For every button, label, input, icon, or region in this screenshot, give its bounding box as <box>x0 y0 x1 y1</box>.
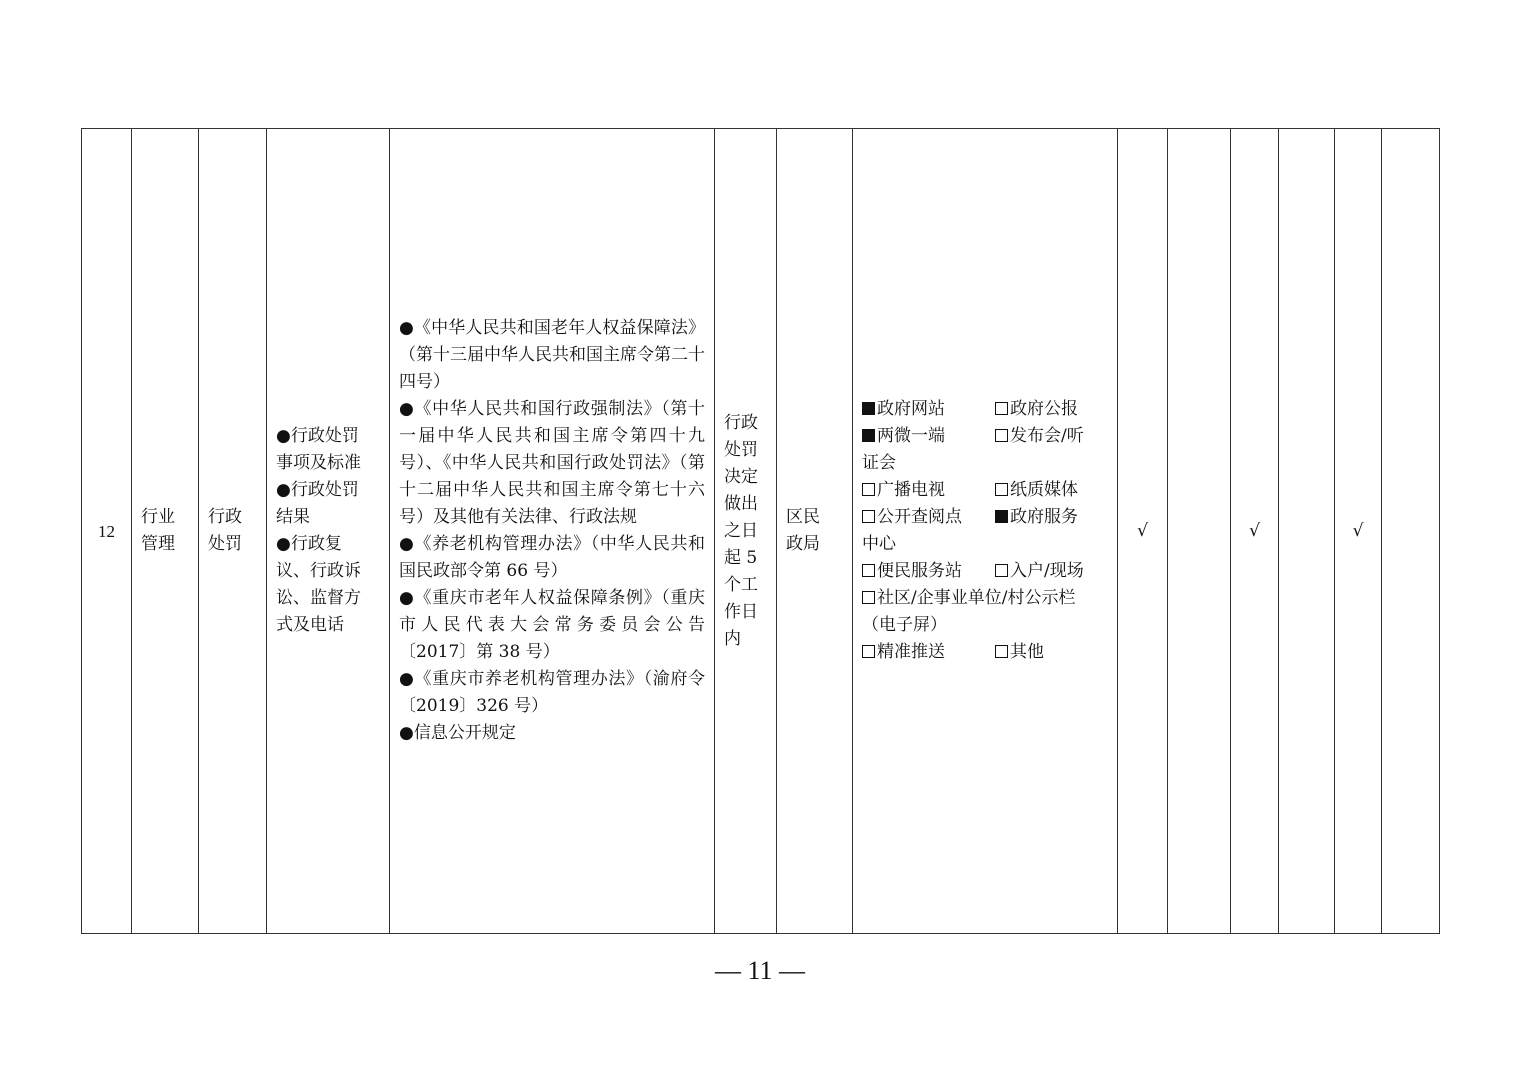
time-limit-text: 之日 <box>724 520 758 541</box>
sub-category-text: 处罚 <box>208 534 242 554</box>
time-limit-text: 决定 <box>724 466 758 487</box>
unchecked-box-icon <box>995 483 1008 496</box>
unchecked-box-icon <box>995 402 1008 415</box>
basis-item: ●《重庆市老年人权益保障条例》（重庆市人民代表大会常务委员会公告〔2017〕第 38 号） <box>399 588 705 662</box>
table-row <box>82 129 1440 934</box>
time-limit-text: 起 5 <box>724 547 758 568</box>
subject-cell <box>777 129 853 934</box>
content-text: 议、行政诉 <box>276 561 361 581</box>
time-limit-text: 作日 <box>724 601 758 622</box>
channel-option <box>995 423 1084 450</box>
channel-option <box>862 396 995 423</box>
channel-row <box>862 423 1108 450</box>
unchecked-box-icon <box>862 591 875 604</box>
content-text: ●行政复 <box>276 534 342 554</box>
channel-label: 其他 <box>1010 642 1044 662</box>
channel-option <box>995 504 1078 531</box>
subject-text: 区民 <box>786 507 820 527</box>
mark-cell <box>1279 129 1335 934</box>
channel-label: 两微一端 <box>877 426 945 446</box>
content-text: 结果 <box>276 507 310 527</box>
channel-option <box>995 639 1044 666</box>
channel-label: 政府网站 <box>877 399 945 419</box>
channel-label: 政府公报 <box>1010 399 1078 419</box>
channel-row <box>862 531 1108 558</box>
channel-option <box>862 423 995 450</box>
page-number: — 11 — <box>714 956 806 985</box>
time-limit-text: 处罚 <box>724 439 758 460</box>
sub-category-text: 行政 <box>208 507 242 527</box>
basis-item: ●《重庆市养老机构管理办法》（渝府令〔2019〕326 号） <box>399 669 705 716</box>
content-text: 讼、监督方 <box>276 588 361 608</box>
unchecked-box-icon <box>862 510 875 523</box>
time-limit-text: 做出 <box>724 493 758 514</box>
channel-option <box>862 504 995 531</box>
category-text: 管理 <box>141 534 175 554</box>
checked-box-icon <box>862 429 875 442</box>
channels-cell <box>853 129 1118 934</box>
mark-cell: √ <box>1118 129 1168 934</box>
mark-cell <box>1168 129 1231 934</box>
channel-row <box>862 477 1108 504</box>
content-cell <box>267 129 390 934</box>
sub-category-cell <box>199 129 267 934</box>
content-text: ●行政处罚 <box>276 480 359 500</box>
time-limit-text: 个工 <box>724 574 758 595</box>
channel-label: 社区/企事业单位/村公示栏 <box>877 588 1076 608</box>
time-limit-cell <box>715 129 777 934</box>
category-cell <box>132 129 199 934</box>
channel-label: 证会 <box>862 453 896 473</box>
channel-option <box>862 477 995 504</box>
basis-cell <box>390 129 715 934</box>
channel-option <box>862 585 1075 612</box>
content-text: 式及电话 <box>276 615 344 635</box>
unchecked-box-icon <box>995 645 1008 658</box>
channel-row <box>862 639 1108 666</box>
checked-box-icon <box>995 510 1008 523</box>
checked-box-icon <box>862 402 875 415</box>
channel-label: （电子屏） <box>862 615 947 635</box>
channel-option <box>995 558 1084 585</box>
channel-label: 精准推送 <box>877 642 945 662</box>
channel-label: 发布会/听 <box>1010 426 1084 446</box>
channel-label: 便民服务站 <box>877 561 962 581</box>
unchecked-box-icon <box>995 564 1008 577</box>
subject-text: 政局 <box>786 534 820 554</box>
channel-label: 纸质媒体 <box>1010 480 1078 500</box>
channel-option <box>995 477 1078 504</box>
basis-item: ●《养老机构管理办法》（中华人民共和国民政部令第 66 号） <box>399 534 705 581</box>
unchecked-box-icon <box>862 483 875 496</box>
channel-row <box>862 504 1108 531</box>
mark-cell: √ <box>1231 129 1279 934</box>
channel-row <box>862 585 1108 612</box>
category-text: 行业 <box>141 507 175 527</box>
row-number: 12 <box>82 129 132 934</box>
mark-cell <box>1382 129 1440 934</box>
channel-row <box>862 396 1108 423</box>
channel-label: 公开查阅点 <box>877 507 962 527</box>
channel-row <box>862 558 1108 585</box>
unchecked-box-icon <box>862 564 875 577</box>
channel-label: 广播电视 <box>877 480 945 500</box>
mark-cell: √ <box>1335 129 1382 934</box>
unchecked-box-icon <box>995 429 1008 442</box>
channel-option <box>995 396 1078 423</box>
content-text: ●行政处罚 <box>276 426 359 446</box>
channel-label: 入户/现场 <box>1010 561 1084 581</box>
disclosure-table <box>81 128 1440 934</box>
channel-option <box>862 558 995 585</box>
channel-label: 中心 <box>862 534 896 554</box>
basis-item: ●《中华人民共和国老年人权益保障法》（第十三届中华人民共和国主席令第二十四号） <box>399 318 705 392</box>
channel-row <box>862 450 1108 477</box>
channel-label: 政府服务 <box>1010 507 1078 527</box>
time-limit-text: 行政 <box>724 412 758 433</box>
channel-row <box>862 612 1108 639</box>
content-text: 事项及标准 <box>276 453 361 473</box>
unchecked-box-icon <box>862 645 875 658</box>
time-limit-text: 内 <box>724 628 741 649</box>
channel-option <box>862 639 995 666</box>
basis-item: ●《中华人民共和国行政强制法》（第十一届中华人民共和国主席令第四十九号）、《中华人民共和国行政处罚法》（第十二届中华人民共和国主席令第七十六号）及其他有关法律、行政法规 <box>399 399 705 527</box>
basis-item: ●信息公开规定 <box>399 723 516 743</box>
